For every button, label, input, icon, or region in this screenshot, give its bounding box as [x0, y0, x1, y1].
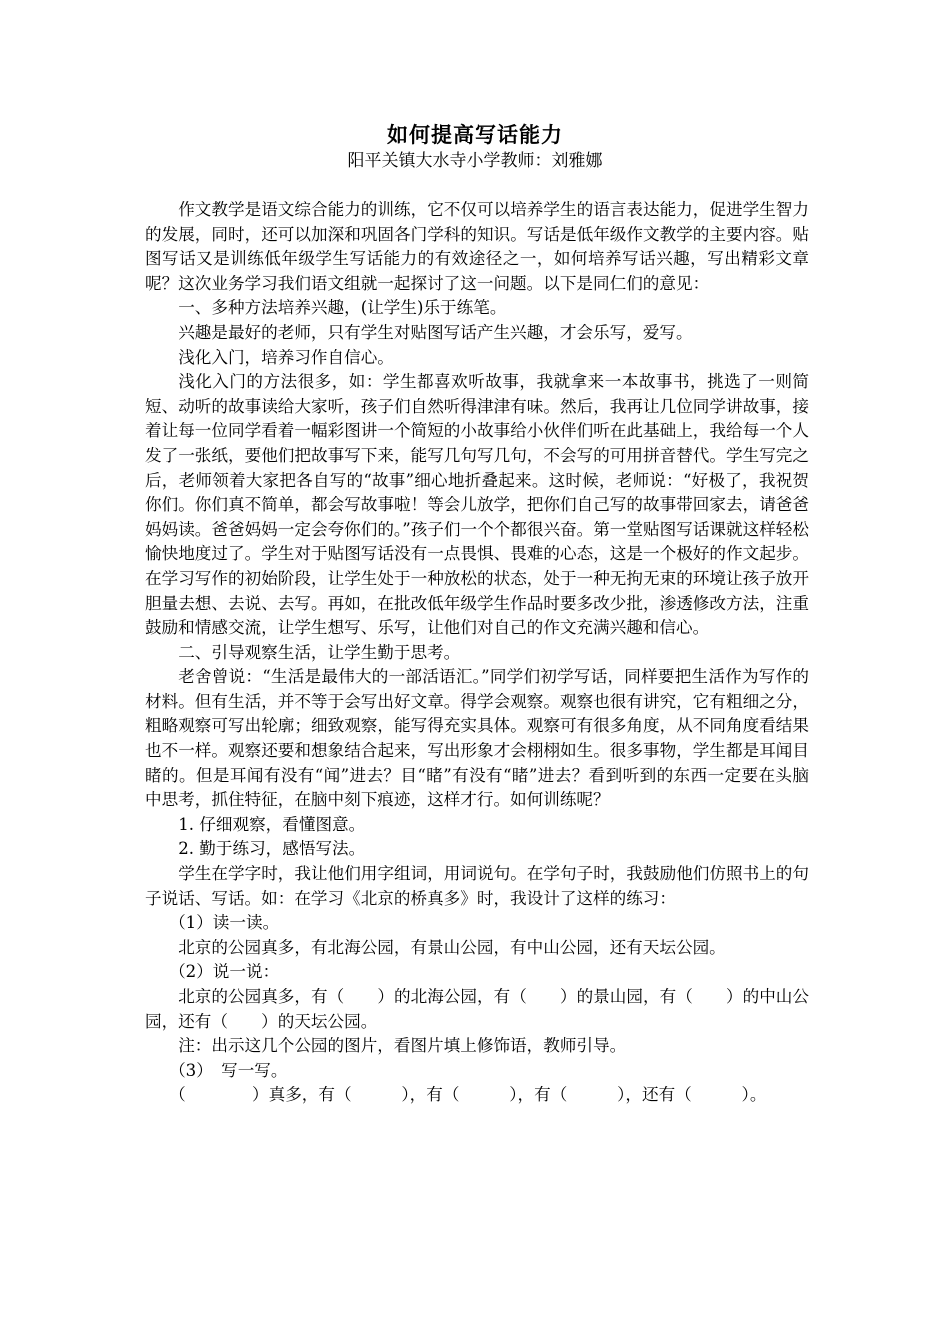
fill-in-blanks-line: （ ）真多，有（ ），有（ ），有（ ），还有（ ）。 [169, 1085, 767, 1105]
list-item: 1. 仔细观察，看懂图意。 [178, 814, 366, 834]
document-title: 如何提高写话能力 [387, 122, 563, 147]
paragraph: 北京的公园真多，有北海公园，有景山公园，有中山公园，还有天坛公园。 [178, 937, 726, 957]
intro-paragraph: 作文教学是语文综合能力的训练，它不仅可以培养学生的语言表达能力，促进学生智力的发展，同时，还可以加深和巩固各门学科的知识。写话是低年级作文教学的主要内容。贴图写话又是训练低年级学生写话能力的有效途径之一，如何培养写话兴趣，写出精彩文章呢？这次业务学习我们语文组就一起探讨了这一问题。以下是同仁们的意见： [145, 200, 809, 293]
author-line: 阳平关镇大水寺小学教师：刘雅娜 [347, 151, 603, 171]
exercise-heading: （1）读一读。 [169, 913, 280, 933]
section-heading-1: 一、多种方法培养兴趣，(让学生)乐于练笔。 [178, 298, 507, 318]
paragraph: 兴趣是最好的老师，只有学生对贴图写话产生兴趣，才会乐写，爱写。 [178, 322, 693, 342]
exercise-heading: （2）说一说： [169, 962, 280, 982]
note-paragraph: 注：出示这几个公园的图片，看图片填上修饰语，教师引导。 [178, 1036, 627, 1056]
paragraph: 学生在学字时，我让他们用字组词，用词说句。在学句子时，我鼓励他们仿照书上的句子说话、写话。如：在学习《北京的桥真多》时，我设计了这样的练习： [145, 864, 809, 908]
paragraph: 老舍曾说：“生活是最伟大的一部活语汇。”同学们初学写话，同样要把生活作为写作的材料。但有生活，并不等于会写出好文章。得学会观察。观察也很有讲究，它有粗细之分，粗略观察可写出轮廓；细致观察，能写得充实具体。观察可有很多角度，从不同角度看结果也不一样。观察还要和想象结合起来，写出形象才会栩栩如生。很多事物，学生都是耳闻目睹的。但是耳闻有没有“闻”进去？目“睹”有没有“睹”进去？看到听到的东西一定要在头脑中思考，抓住特征，在脑中刻下痕迹，这样才行。如何训练呢？ [145, 667, 809, 810]
exercise-heading: （3） 写一写。 [169, 1060, 288, 1080]
paragraph: 浅化入门的方法很多，如：学生都喜欢听故事，我就拿来一本故事书，挑选了一则简短、动听的故事读给大家听，孩子们自然听得津津有味。然后，我再让几位同学讲故事，接着让每一位同学看着一幅彩图讲一个简短的小故事给小伙伴们听在此基础上，我给每一个人发了一张纸，要他们把故事写下来，能写几句写几句，不会写的可用拼音替代。学生写完之后，老师领着大家把各自写的“故事”细心地折叠起来。这时候，老师说：“好极了，我祝贺你们。你们真不简单，都会写故事啦！等会儿放学，把你们自己写的故事带回家去，请爸爸妈妈读。爸爸妈妈一定会夸你们的。”孩子们一个个都很兴奋。第一堂贴图写话课就这样轻松愉快地度过了。学生对于贴图写话没有一点畏惧、畏难的心态，这是一个极好的作文起步。在学习写作的初始阶段，让学生处于一种放松的状态，处于一种无拘无束的环境让孩子放开胆量去想、去说、去写。再如，在批改低年级学生作品时要多改少批，渗透修改方法，注重鼓励和情感交流，让学生想写、乐写，让他们对自己的作文充满兴趣和信心。 [145, 372, 809, 638]
document-body [145, 198, 809, 1108]
paragraph: 北京的公园真多，有（ ）的北海公园，有（ ）的景山园，有（ ）的中山公园，还有（ ）的天坛公园。 [145, 987, 809, 1031]
subheading: 浅化入门，培养习作自信心。 [178, 347, 394, 367]
section-heading-2: 二、引导观察生活，让学生勤于思考。 [178, 642, 461, 662]
list-item: 2. 勤于练习，感悟写法。 [178, 839, 366, 859]
